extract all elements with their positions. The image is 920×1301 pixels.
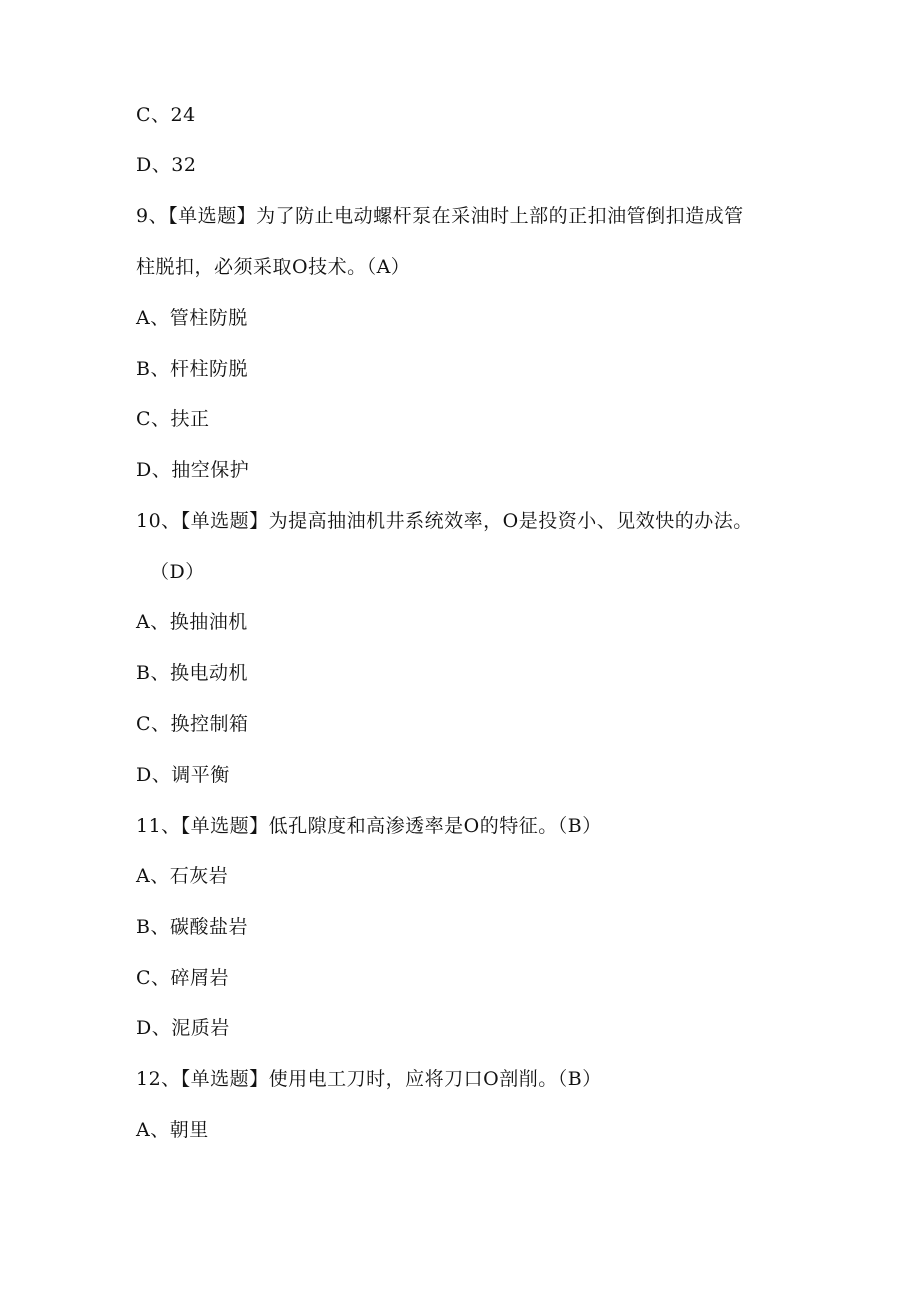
question-12: 12、【单选题】使用电工刀时，应将刀口O剖削。（B）	[136, 1068, 602, 1090]
option-b-q10: B、换电动机	[136, 662, 248, 684]
option-a-q11: A、石灰岩	[136, 865, 229, 887]
question-10-line-2: （D）	[150, 561, 205, 583]
option-d-q9: D、抽空保护	[136, 459, 250, 481]
option-c-q11: C、碎屑岩	[136, 967, 230, 989]
option-a-q9: A、管柱防脱	[136, 307, 248, 329]
option-b-q9: B、杆柱防脱	[136, 358, 248, 380]
question-9-line-1: 9、【单选题】为了防止电动螺杆泵在采油时上部的正扣油管倒扣造成管	[136, 205, 744, 227]
question-11: 11、【单选题】低孔隙度和高渗透率是O的特征。（B）	[136, 815, 602, 837]
option-c-q10: C、换控制箱	[136, 713, 249, 735]
option-d-q11: D、泥质岩	[136, 1017, 230, 1039]
option-a-q12: A、朝里	[136, 1119, 209, 1141]
option-b-q11: B、碳酸盐岩	[136, 916, 248, 938]
question-9-line-2: 柱脱扣，必须采取O技术。（A）	[136, 256, 411, 278]
option-d-q8: D、32	[136, 154, 197, 176]
option-c-q8: C、24	[136, 104, 196, 126]
option-a-q10: A、换抽油机	[136, 611, 248, 633]
option-c-q9: C、扶正	[136, 408, 210, 430]
question-10-line-1: 10、【单选题】为提高抽油机井系统效率，O是投资小、见效快的办法。	[136, 510, 753, 532]
option-d-q10: D、调平衡	[136, 764, 230, 786]
